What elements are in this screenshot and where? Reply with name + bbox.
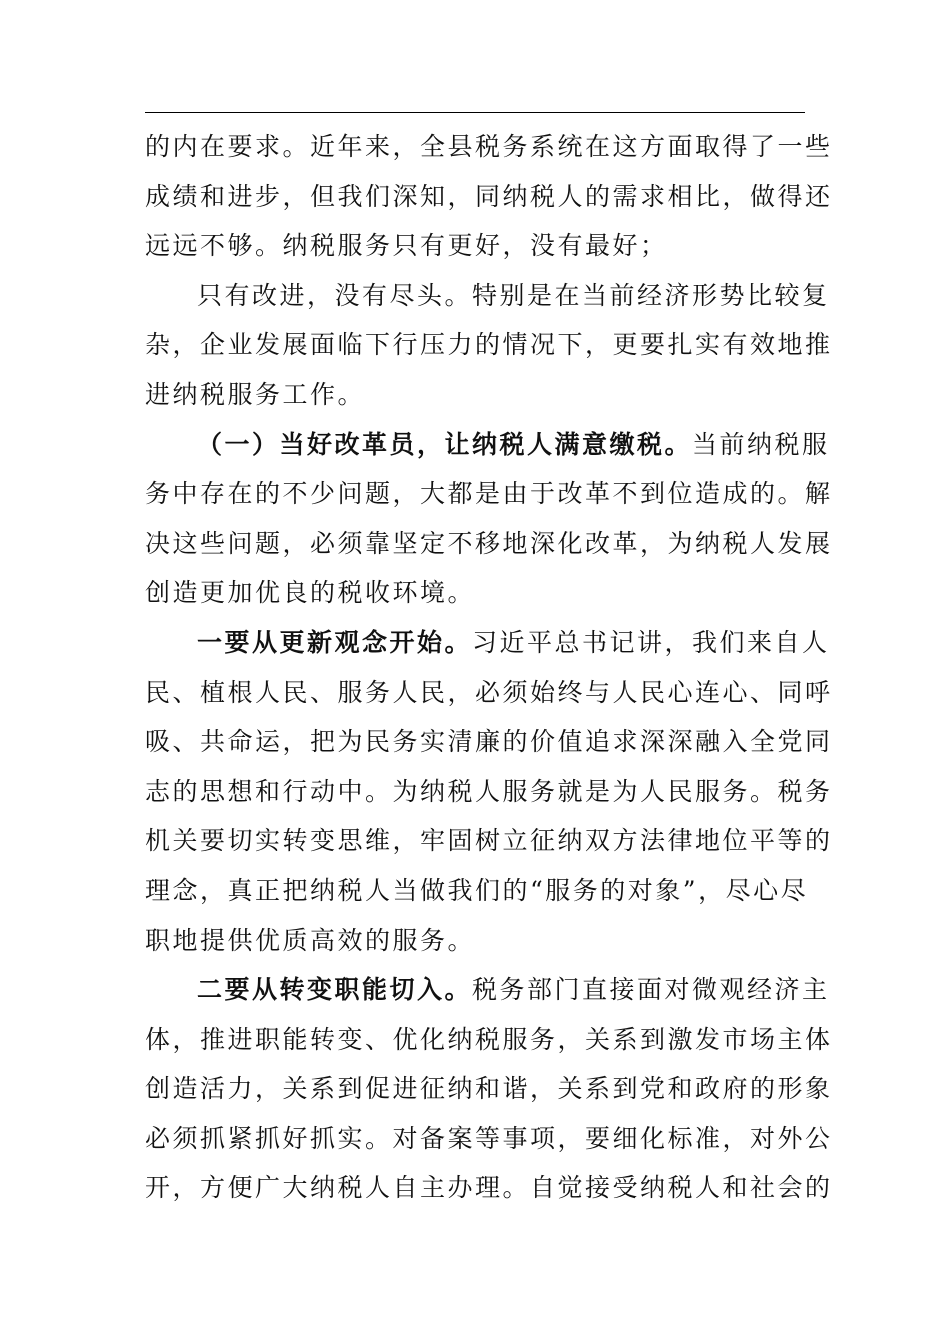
- text-line: [145, 469, 833, 519]
- text-segment: 决这些问题，必须靠坚定不移地深化改革，为纳税人发展: [145, 528, 833, 558]
- text-line: [145, 370, 809, 420]
- text-segment: 务中存在的不少问题，大都是由于改革不到位造成的。解: [145, 479, 833, 509]
- text-segment: 远远不够。纳税服务只有更好，没有最好；: [145, 231, 668, 261]
- text-line: [145, 668, 833, 718]
- text-line: [145, 717, 833, 767]
- text-line: [145, 965, 830, 1015]
- text-line: [145, 320, 833, 370]
- paragraph-5: [145, 965, 833, 1213]
- text-segment: 吸、共命运，把为民务实清廉的价值追求深深融入全党同: [145, 727, 833, 757]
- text-segment: 开，方便广大纳税人自主办理。自觉接受纳税人和社会的: [145, 1173, 833, 1203]
- text-segment: 创造活力，关系到促进征纳和谐，关系到党和政府的形象: [145, 1074, 833, 1104]
- text-segment: 必须抓紧抓好抓实。对备案等事项，要细化标准，对外公: [145, 1123, 833, 1153]
- text-line: [145, 916, 809, 966]
- section-heading: （一）当好改革员，让纳税人满意缴税。: [197, 429, 693, 459]
- paragraph-1: [145, 122, 833, 271]
- text-segment: 创造更加优良的税收环境。: [145, 578, 476, 608]
- text-line: [145, 1114, 833, 1164]
- text-line: [145, 618, 830, 668]
- point-heading: 二要从转变职能切入。: [197, 975, 473, 1005]
- text-line: [145, 767, 833, 817]
- text-segment: 杂，企业发展面临下行压力的情况下，更要扎实有效地推: [145, 330, 833, 360]
- text-segment: 进纳税服务工作。: [145, 379, 366, 409]
- text-line: [145, 568, 809, 618]
- text-segment: 习近平总书记讲，我们来自人: [472, 627, 830, 657]
- text-segment: 职地提供优质高效的服务。: [145, 925, 476, 955]
- text-segment: 的内在要求。近年来，全县税务系统在这方面取得了一些: [145, 132, 833, 161]
- text-line: [145, 1163, 833, 1213]
- text-line: [145, 1015, 833, 1065]
- text-segment: 只有改进，没有尽头。特别是在当前经济形势比较复: [197, 280, 830, 310]
- text-segment: 体，推进职能转变、优化纳税服务，关系到激发市场主体: [145, 1024, 833, 1054]
- text-line: [145, 271, 830, 321]
- paragraph-4: [145, 618, 833, 965]
- body-text: [145, 122, 833, 1213]
- text-segment: 当前纳税服: [692, 429, 830, 459]
- text-line: [145, 866, 809, 916]
- text-line: [145, 172, 833, 222]
- text-segment: 机关要切实转变思维，牢固树立征纳双方法律地位平等的: [145, 826, 833, 856]
- text-segment: 税务部门直接面对微观经济主: [472, 975, 830, 1005]
- paragraph-3: [145, 420, 833, 618]
- text-line: [145, 816, 833, 866]
- text-segment: 成绩和进步，但我们深知，同纳税人的需求相比，做得还: [145, 181, 833, 211]
- text-line: [145, 122, 833, 172]
- point-heading: 一要从更新观念开始。: [197, 627, 473, 657]
- text-line: [145, 221, 809, 271]
- text-line: [145, 1064, 833, 1114]
- text-segment: 志的思想和行动中。为纳税人服务就是为人民服务。税务: [145, 776, 833, 806]
- header-rule: [145, 112, 805, 113]
- text-segment: 民、植根人民、服务人民，必须始终与人民心连心、同呼: [145, 677, 833, 707]
- paragraph-2: [145, 271, 833, 420]
- text-line: [145, 420, 830, 470]
- text-segment: 理念，真正把纳税人当做我们的“服务的对象”，尽心尽: [145, 875, 809, 905]
- text-line: [145, 519, 833, 569]
